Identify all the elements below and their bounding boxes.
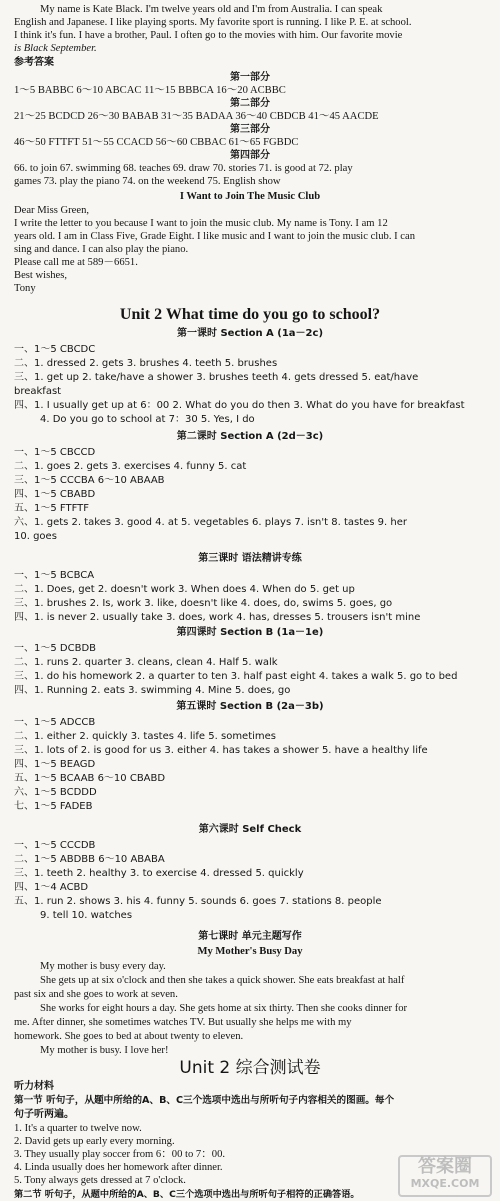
answer-line: 二、1. either 2. quickly 3. tastes 4. life 5. sometimes: [14, 731, 277, 742]
answer-line: 五、1. run 2. shows 3. his 4. funny 5. sounds 6. goes 7. stations 8. people: [14, 896, 382, 907]
answer-line: 六、1～5 BCDDD: [14, 787, 97, 798]
answer-line: 四、1～5 BEAGD: [14, 759, 96, 770]
section-label: 听力材料: [14, 1081, 54, 1092]
lesson-title: 第三课时 语法精讲专练: [198, 553, 302, 564]
answer-line: 三、1. brushes 2. Is, work 3. like, doesn't like 4. does, do, swims 5. goes, go: [14, 598, 393, 609]
essay-line: English and Japanese. I like playing sports. My favorite sport is running. I like P. E. at school.: [14, 17, 412, 28]
watermark-url: MXQE.COM: [410, 1177, 480, 1190]
answer-line: 46～50 FTTFT 51～55 CCACD 56～60 CBBAC 61～65 FGBDC: [14, 137, 299, 148]
listening-line: 1. It's a quarter to twelve now.: [14, 1123, 142, 1134]
answer-line: 二、1. goes 2. gets 3. exercises 4. funny 5. cat: [14, 461, 247, 472]
instruction-line: 句子听两遍。: [14, 1109, 74, 1120]
answer-line: 二、1. runs 2. quarter 3. cleans, clean 4. Half 5. walk: [14, 657, 278, 668]
letter-line: sing and dance. I can also play the piano.: [14, 244, 189, 255]
instruction-line: 第一节 听句子，从题中所给的A、B、C三个选项中选出与所听句子内容相关的图画。每个: [14, 1095, 395, 1106]
essay-line: My mother is busy every day.: [40, 961, 166, 972]
listening-line: 4. Linda usually does her homework after dinner.: [14, 1162, 223, 1173]
answer-line: games 73. play the piano 74. on the weekend 75. English show: [14, 176, 281, 187]
letter-line: I write the letter to you because I want to join the music club. My name is Tony. I am 12: [14, 218, 388, 229]
essay-line: My name is Kate Black. I'm twelve years old and I'm from Australia. I can speak: [40, 4, 383, 15]
answer-line: 四、1～4 ACBD: [14, 882, 89, 893]
answer-line: 三、1. get up 2. take/have a shower 3. brushes teeth 4. gets dressed 5. eat/have: [14, 372, 419, 383]
essay-line: She gets up at six o'clock and then she takes a quick shower. She eats breakfast at half: [40, 975, 405, 986]
essay-line: past six and she goes to work at seven.: [14, 989, 178, 1000]
answer-line: 五、1～5 FTFTF: [14, 503, 90, 514]
answer-line: 三、1. teeth 2. healthy 3. to exercise 4. dressed 5. quickly: [14, 868, 304, 879]
answer-line: breakfast: [14, 386, 62, 397]
answer-line: 21～25 BCDCD 26～30 BABAB 31～35 BADAA 36～40 CBDCB 41～45 AACDE: [14, 111, 379, 122]
lesson-title: 第六课时 Self Check: [198, 824, 302, 835]
essay-line: She works for eight hours a day. She gets home at six thirty. Then she cooks dinner for: [40, 1003, 408, 1014]
answer-line: 4. Do you go to school at 7：30 5. Yes, I do: [40, 414, 255, 425]
part-title: 第四部分: [230, 150, 270, 161]
instruction-line-2: 第二节 听句子，从题中所给的A、B、C三个选项中选出与所听句子相符的正确答语。: [14, 1189, 360, 1200]
listening-line: 3. They usually play soccer from 6：00 to 7：00.: [14, 1149, 226, 1160]
letter-line: Tony: [14, 283, 36, 294]
answer-line: 三、1～5 CCCBA 6～10 ABAAB: [14, 475, 165, 486]
answer-line: 三、1. lots of 2. is good for us 3. either 4. has takes a shower 5. have a healthy life: [14, 745, 428, 756]
unit-title: Unit 2 What time do you go to school?: [119, 306, 381, 323]
essay-title: My Mother's Busy Day: [197, 946, 303, 957]
answer-line: 二、1～5 ABDBB 6～10 ABABA: [14, 854, 165, 865]
answer-line: 四、1. is never 2. usually take 3. does, work 4. has, dresses 5. trousers isn't mine: [14, 612, 421, 623]
part-title: 第二部分: [230, 98, 270, 109]
answer-line: 一、1～5 CBCCD: [14, 447, 96, 458]
watermark-logo: [398, 1155, 492, 1197]
listening-line: 2. David gets up early every morning.: [14, 1136, 175, 1147]
essay-line: me. After dinner, she sometimes watches TV. But usually she helps me with my: [14, 1017, 352, 1028]
letter-line: Please call me at 589－6651.: [14, 257, 138, 268]
lesson-title: 第二课时 Section A (2d－3c): [176, 431, 324, 442]
essay-line: I think it's fun. I have a brother, Paul. I often go to the movies with him. Our favorite movie: [14, 30, 403, 41]
answer-line: 四、1. I usually get up at 6：00 2. What do you do then 3. What do you have for breakfast: [14, 400, 465, 411]
answer-line: 二、1. Does, get 2. doesn't work 3. When does 4. When do 5. get up: [14, 584, 355, 595]
answer-line: 1～5 BABBC 6～10 ABCAC 11～15 BBBCA 16～20 ACBBC: [14, 85, 286, 96]
answer-line: 一、1～5 DCBDB: [14, 643, 97, 654]
answer-line: 10. goes: [14, 531, 57, 542]
letter-line: Best wishes,: [14, 270, 67, 281]
watermark-text: 答案圈: [418, 1156, 472, 1177]
letter-line: years old. I am in Class Five, Grade Eight. I like music and I want to join the music club. I can: [14, 231, 416, 242]
answer-line: 四、1. Running 2. eats 3. swimming 4. Mine 5. does, go: [14, 685, 291, 696]
answer-line: 9. tell 10. watches: [40, 910, 133, 921]
listening-line: 5. Tony always gets dressed at 7 o'clock.: [14, 1175, 186, 1186]
answer-line: 六、1. gets 2. takes 3. good 4. at 5. vegetables 6. plays 7. isn't 8. tastes 9. her: [14, 517, 407, 528]
answer-line: 一、1～5 CBCDC: [14, 344, 96, 355]
part-title: 第三部分: [230, 124, 270, 135]
answer-line: 四、1～5 CBABD: [14, 489, 96, 500]
lesson-title: 第五课时 Section B (2a－3b): [176, 701, 324, 712]
essay-line: homework. She goes to bed at about twenty to eleven.: [14, 1031, 244, 1042]
letter-line: Dear Miss Green,: [14, 205, 90, 216]
part-title: 第一部分: [230, 72, 270, 83]
answer-line: 一、1～5 BCBCA: [14, 570, 95, 581]
test-title: Unit 2 综合测试卷: [179, 1058, 321, 1078]
answer-line: 66. to join 67. swimming 68. teaches 69. draw 70. stories 71. is good at 72. play: [14, 163, 353, 174]
answers-label: 参考答案: [14, 57, 54, 68]
answer-line: 七、1～5 FADEB: [14, 801, 93, 812]
essay-line: is Black September.: [14, 43, 97, 54]
answer-line: 五、1～5 BCAAB 6～10 CBABD: [14, 773, 166, 784]
answer-line: 一、1～5 CCCDB: [14, 840, 96, 851]
lesson-title: 第一课时 Section A (1a－2c): [176, 328, 324, 339]
lesson-title: 第四课时 Section B (1a－1e): [176, 627, 324, 638]
answer-line: 三、1. do his homework 2. a quarter to ten 3. half past eight 4. takes a walk 5. go to bed: [14, 671, 458, 682]
answer-line: 一、1～5 ADCCB: [14, 717, 96, 728]
answer-line: 二、1. dressed 2. gets 3. brushes 4. teeth 5. brushes: [14, 358, 278, 369]
lesson-title: 第七课时 单元主题写作: [198, 931, 302, 942]
letter-title: I Want to Join The Music Club: [179, 191, 321, 202]
essay-line: My mother is busy. I love her!: [40, 1045, 169, 1056]
